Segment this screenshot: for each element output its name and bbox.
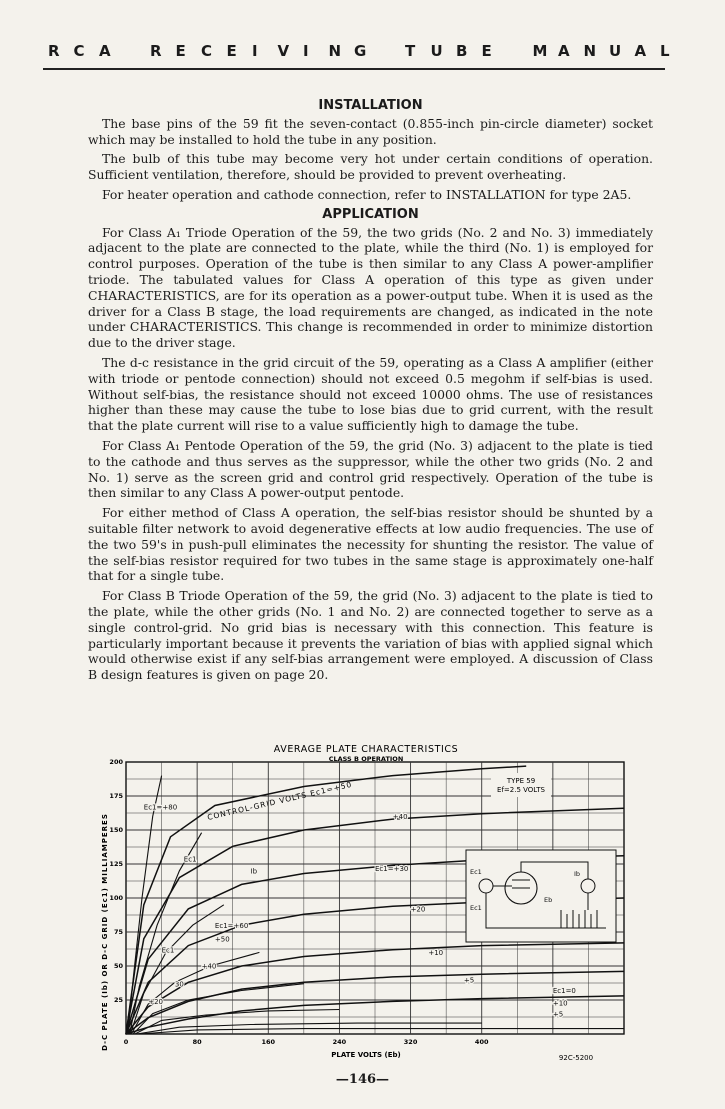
header-letter: U bbox=[430, 42, 443, 60]
y-tick-label: 175 bbox=[109, 792, 123, 800]
y-tick-label: 100 bbox=[109, 894, 123, 902]
grid-current-curve bbox=[133, 984, 304, 1034]
header-rule bbox=[43, 68, 665, 70]
curve-label: +10 bbox=[428, 949, 444, 958]
circuit-label: Eb bbox=[544, 896, 553, 904]
header-letter: I bbox=[303, 42, 309, 60]
header-letter: V bbox=[277, 42, 290, 60]
header-letter: R bbox=[150, 42, 162, 60]
curve-label: Ec1=+30 bbox=[375, 864, 409, 873]
installation-para-1: The base pins of the 59 fit the seven-contact (0.855-inch pin-circle diameter) socket which may be installed to hold the tube in any position. bbox=[88, 115, 653, 147]
chart-svg bbox=[96, 742, 636, 1072]
installation-heading: INSTALLATION bbox=[318, 98, 423, 113]
curve-label: Ec1=+60 bbox=[214, 921, 249, 930]
header-letter: N bbox=[583, 42, 597, 60]
grid-current-curve bbox=[135, 1010, 340, 1035]
circuit-label: Ib bbox=[574, 870, 581, 878]
curve-label: +50 bbox=[214, 935, 230, 944]
grid-current-curve bbox=[139, 1029, 625, 1034]
curve-label: +5 bbox=[463, 976, 475, 985]
x-tick-label: 80 bbox=[192, 1038, 202, 1046]
header-letter: I bbox=[252, 42, 258, 60]
x-tick-label: 160 bbox=[261, 1038, 276, 1046]
y-tick-label: 25 bbox=[113, 996, 123, 1004]
x-tick-label: 400 bbox=[474, 1038, 489, 1046]
chart-ylabel: D-C PLATE (Ib) OR D-C GRID (Ec1) MILLIAMPERES bbox=[101, 813, 109, 1051]
installation-para-3: For heater operation and cathode connection, refer to INSTALLATION for type 2A5. bbox=[102, 186, 632, 202]
application-para-4: For either method of Class A operation, the self-bias resistor should be shunted by a suitable filter network to avoid degenerative effects at low audio frequencies. The use of the two 59's in push-pull eliminates the necessity for shunting the resistor. The value of the self-bias resistor required for two tubes in the same stage is approximately one-half that for a single tube. bbox=[88, 505, 653, 584]
y-tick-label: 125 bbox=[109, 860, 123, 868]
x-tick-label: 320 bbox=[403, 1038, 418, 1046]
header-letter: E bbox=[175, 42, 186, 60]
application-para-2: The d-c resistance in the grid circuit of the 59, operating as a Class A amplifier (either with triode or pentode connection) should not exceed 0.5 megohm if self-bias is used. Without self-bias, the resistance should not exceed 10000 ohms. The use of resistances higher than these may cause the tube to lose bias due to grid current, with the result that the plate current will rise to a value sufficiently high to damage the tube. bbox=[88, 354, 653, 434]
curve-label: +40 bbox=[201, 962, 217, 971]
chart-xlabel: PLATE VOLTS (Eb) bbox=[331, 1051, 401, 1059]
circuit-label: Ec1 bbox=[470, 868, 482, 876]
chart-figure-code: 92C-5200 bbox=[558, 1054, 594, 1062]
application-para-5: For Class B Triode Operation of the 59, the grid (No. 3) adjacent to the plate is tied to the plate, while the other grids (No. 1 and No. 2) are connected together to serve as a single control-grid. No grid bias is necessary with this connection. This feature is particularly important because it prevents the variation of bias with applied signal which would otherwise exist if any self-bias arrangement were employed. A discussion of Class B design features is given on page 20. bbox=[88, 588, 653, 683]
header-letter: A bbox=[558, 42, 570, 60]
grid-current-curve bbox=[131, 952, 259, 1034]
x-tick-label: 240 bbox=[332, 1038, 347, 1046]
circuit-label: Ec1 bbox=[470, 904, 482, 912]
curve-label: Ib bbox=[250, 867, 258, 876]
chart-subtitle: CLASS B OPERATION bbox=[328, 755, 404, 763]
header-letter: G bbox=[354, 42, 367, 60]
y-tick-label: 200 bbox=[109, 758, 123, 766]
chart-filament-label: Ef=2.5 VOLTS bbox=[497, 786, 545, 794]
page-body bbox=[88, 94, 653, 687]
running-header bbox=[48, 36, 670, 64]
header-letter: C bbox=[73, 42, 85, 60]
application-heading: APPLICATION bbox=[322, 206, 419, 222]
chart-tube-label: TYPE 59 bbox=[506, 777, 536, 785]
header-letter: N bbox=[328, 42, 342, 60]
header-letter: L bbox=[660, 42, 670, 60]
header-letter: T bbox=[405, 42, 416, 60]
header-letter: U bbox=[609, 42, 622, 60]
curve-label: +40 bbox=[392, 813, 408, 822]
y-tick-label: 75 bbox=[113, 928, 123, 936]
header-letter: B bbox=[456, 42, 468, 60]
header-letter: E bbox=[481, 42, 492, 60]
curve-label: Ec1 bbox=[161, 946, 175, 955]
plate-characteristics-chart bbox=[96, 742, 636, 1072]
application-para-3: For Class A₁ Pentode Operation of the 59, the grid (No. 3) adjacent to the plate is tied to the cathode and thus serves as the suppressor, while the other two grids (No. 2 and No. 1) serve as the screen grid and control grid respectively. Operation of the tube is then similar to any Class A power-output pentode. bbox=[88, 437, 653, 501]
curve-label: +20 bbox=[148, 998, 164, 1007]
header-letter: R bbox=[48, 42, 60, 60]
curve-label: Ec1=+80 bbox=[143, 803, 178, 812]
chart-title: AVERAGE PLATE CHARACTERISTICS bbox=[273, 744, 459, 755]
y-tick-label: 150 bbox=[109, 826, 123, 834]
x-tick-label: 0 bbox=[123, 1038, 129, 1046]
header-letter: C bbox=[201, 42, 213, 60]
chart-curve-family-label: CONTROL-GRID VOLTS Ec1=+50 bbox=[206, 779, 354, 822]
y-tick-label: 50 bbox=[113, 962, 123, 970]
installation-para-2: The bulb of this tube may become very hot under certain conditions of operation. Sufficient ventilation, therefore, should be provided to prevent overheating. bbox=[88, 151, 653, 183]
header-letter: M bbox=[532, 42, 548, 60]
curve-label: +20 bbox=[410, 905, 426, 914]
curve-label: Ec1=0 bbox=[552, 987, 576, 996]
header-letter: E bbox=[226, 42, 237, 60]
header-letter: A bbox=[99, 42, 111, 60]
curve-label: +5 bbox=[552, 1010, 564, 1019]
page-number: —146— bbox=[335, 1072, 390, 1087]
application-para-1: For Class A₁ Triode Operation of the 59, the two grids (No. 2 and No. 3) immediately adjacent to the plate are connected to the plate, while the third (No. 1) is employed for control purposes. Operation of the tube is then similar to any Class A power-amplifier triode. The tabulated values for Class A operation of this type as given under CHARACTERISTICS, are for its operation as a power-output tube. When it is used as the driver for a Class B stage, the load requirements are changed, as indicated in the note under CHARACTERISTICS. This change is recommended in order to minimize distortion due to the driver stage. bbox=[88, 224, 653, 351]
header-letter: A bbox=[634, 42, 647, 60]
curve-label: +10 bbox=[552, 999, 568, 1008]
curve-label: 30 bbox=[174, 980, 184, 989]
curve-label: Ec1 bbox=[183, 855, 197, 864]
